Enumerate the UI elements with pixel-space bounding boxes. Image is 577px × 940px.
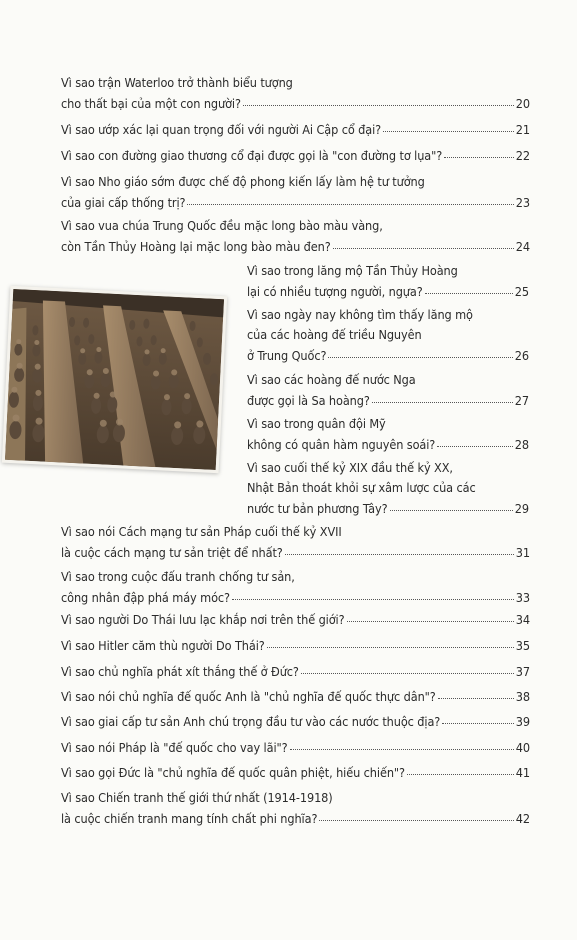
page-number: 31 <box>515 545 530 560</box>
toc-entry-line: Vì sao ướp xác lại quan trọng đối với người Ai Cập cổ đại? <box>61 122 382 137</box>
leader-dots <box>290 735 514 750</box>
toc-entry-line: của các hoàng đế triều Nguyên <box>247 327 422 342</box>
leader-dots <box>328 343 512 358</box>
leader-dots <box>319 806 513 821</box>
toc-entry[interactable] <box>247 370 529 411</box>
toc-entry-line: Vì sao trong lăng mộ Tần Thủy Hoàng <box>247 263 458 278</box>
toc-entry-line: Vì sao chủ nghĩa phát xít thắng thế ở Đức? <box>61 664 299 679</box>
page-number: 21 <box>515 122 530 137</box>
page-number: 42 <box>515 811 530 826</box>
page-number: 37 <box>515 664 530 679</box>
toc-entry-line: nước tư bản phương Tây? <box>247 501 388 516</box>
leader-dots <box>438 684 514 699</box>
toc-entry[interactable] <box>61 635 530 656</box>
toc-entry-line: Vì sao nói chủ nghĩa đế quốc Anh là "chủ nghĩa đế quốc thực dân"? <box>61 689 436 704</box>
toc-entry-line: được gọi là Sa hoàng? <box>247 393 370 408</box>
toc-entry-line: ở Trung Quốc? <box>247 348 327 363</box>
leader-dots <box>187 190 513 205</box>
page-number: 24 <box>515 239 530 254</box>
leader-dots <box>425 279 513 294</box>
page-number: 20 <box>515 96 530 111</box>
page-number: 26 <box>514 348 529 363</box>
toc-entry[interactable] <box>247 458 529 519</box>
page-number: 34 <box>515 612 530 627</box>
page-number: 28 <box>514 437 529 452</box>
leader-dots <box>333 234 514 249</box>
page-number: 40 <box>515 740 530 755</box>
toc-entry[interactable] <box>61 686 530 707</box>
toc-entry[interactable] <box>61 216 530 257</box>
toc-entry-line: còn Tần Thủy Hoàng lại mặc long bào màu đen? <box>61 239 331 254</box>
leader-dots <box>267 633 514 648</box>
page-number: 41 <box>515 765 530 780</box>
toc-entry[interactable] <box>61 661 530 682</box>
toc-entry-line: cho thất bại của một con người? <box>61 96 241 111</box>
toc-entry-line: Vì sao giai cấp tư sản Anh chú trọng đầu tư vào các nước thuộc địa? <box>61 714 441 729</box>
leader-dots <box>442 709 514 724</box>
toc-entry-line: không có quân hàm nguyên soái? <box>247 437 436 452</box>
page-number: 38 <box>515 689 530 704</box>
page-number: 27 <box>514 393 529 408</box>
toc-entry-line: là cuộc chiến tranh mang tính chất phi nghĩa? <box>61 811 318 826</box>
leader-dots <box>383 117 514 132</box>
leader-dots <box>437 432 513 447</box>
toc-entry[interactable] <box>61 788 530 829</box>
leader-dots <box>390 496 513 511</box>
toc-entry[interactable] <box>61 609 530 630</box>
leader-dots <box>232 585 514 600</box>
toc-entry[interactable] <box>61 73 530 114</box>
toc-entry[interactable] <box>61 522 530 563</box>
toc-entry[interactable] <box>61 737 530 758</box>
leader-dots <box>347 607 514 622</box>
toc-entry-line: Vì sao trong quân đội Mỹ <box>247 416 386 431</box>
toc-entry-line: Vì sao người Do Thái lưu lạc khắp nơi trên thế giới? <box>61 612 345 627</box>
page-number: 33 <box>515 590 530 605</box>
toc-entry[interactable] <box>247 261 529 302</box>
terracotta-army-photo <box>2 286 227 473</box>
toc-entry[interactable] <box>61 172 530 213</box>
page-number: 23 <box>515 195 530 210</box>
toc-entry-line: Vì sao các hoàng đế nước Nga <box>247 372 416 387</box>
toc-entry[interactable] <box>61 567 530 608</box>
toc-entry-line: của giai cấp thống trị? <box>61 195 186 210</box>
toc-entry[interactable] <box>61 119 530 140</box>
toc-entry[interactable] <box>247 414 529 455</box>
toc-entry-line: Vì sao ngày nay không tìm thấy lăng mộ <box>247 307 473 322</box>
toc-entry-line: Vì sao trận Waterloo trở thành biểu tượng <box>61 75 293 90</box>
page-number: 29 <box>514 501 529 516</box>
toc-entry[interactable] <box>61 711 530 732</box>
toc-entry-line: Vì sao Nho giáo sớm được chế độ phong kiến lấy làm hệ tư tưởng <box>61 174 425 189</box>
page-number: 22 <box>515 148 530 163</box>
toc-entry[interactable] <box>247 305 529 366</box>
toc-entry-line: Nhật Bản thoát khỏi sự xâm lược của các <box>247 480 476 495</box>
toc-entry-line: công nhân đập phá máy móc? <box>61 590 230 605</box>
leader-dots <box>407 760 514 775</box>
leader-dots <box>372 388 513 403</box>
toc-entry-line: Vì sao gọi Đức là "chủ nghĩa đế quốc quân phiệt, hiếu chiến"? <box>61 765 405 780</box>
toc-entry-line: lại có nhiều tượng người, ngựa? <box>247 284 423 299</box>
leader-dots <box>444 143 514 158</box>
toc-entry-line: Vì sao cuối thế kỷ XIX đầu thế kỷ XX, <box>247 460 453 475</box>
leader-dots <box>243 91 514 106</box>
toc-entry-line: là cuộc cách mạng tư sản triệt để nhất? <box>61 545 283 560</box>
leader-dots <box>301 659 514 674</box>
toc-entry-line: Vì sao con đường giao thương cổ đại được gọi là "con đường tơ lụa"? <box>61 148 443 163</box>
toc-entry[interactable] <box>61 145 530 166</box>
toc-entry[interactable] <box>61 762 530 783</box>
page-number: 35 <box>515 638 530 653</box>
toc-entry-line: Vì sao Hitler căm thù người Do Thái? <box>61 638 265 653</box>
toc-entry-line: Vì sao Chiến tranh thế giới thứ nhất (1914-1918) <box>61 790 333 805</box>
toc-entry-line: Vì sao vua chúa Trung Quốc đều mặc long bào màu vàng, <box>61 218 383 233</box>
leader-dots <box>285 540 514 555</box>
toc-entry-line: Vì sao nói Pháp là "đế quốc cho vay lãi"? <box>61 740 288 755</box>
terracotta-army-image <box>5 289 224 470</box>
toc-entry-line: Vì sao trong cuộc đấu tranh chống tư sản, <box>61 569 295 584</box>
toc-entry-line: Vì sao nói Cách mạng tư sản Pháp cuối thế kỷ XVII <box>61 524 342 539</box>
page-number: 39 <box>515 714 530 729</box>
page-number: 25 <box>514 284 529 299</box>
